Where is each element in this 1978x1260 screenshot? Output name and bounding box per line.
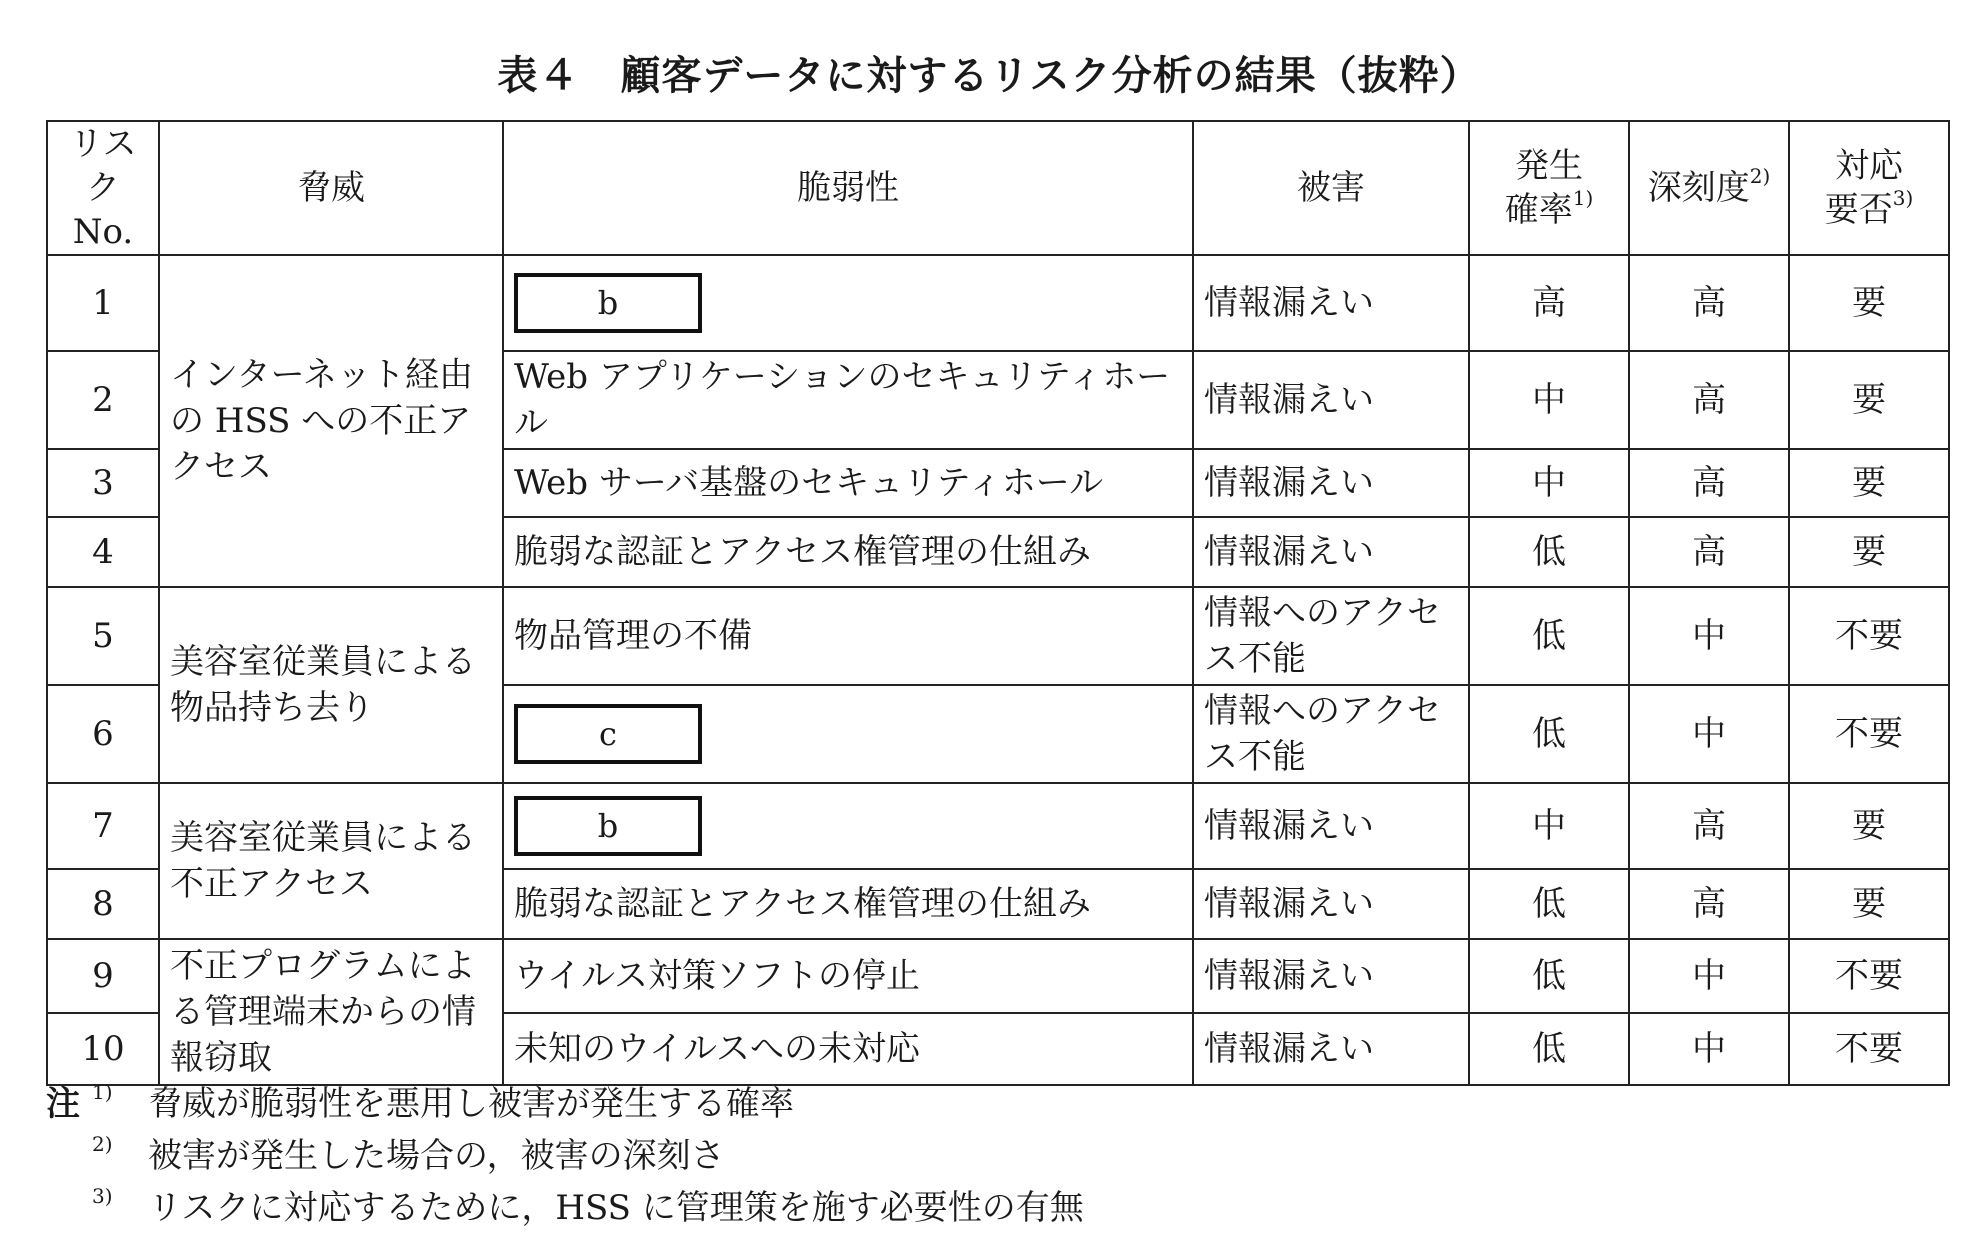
table-row xyxy=(47,587,1949,685)
answer-blank-box: b xyxy=(514,796,702,856)
response-cell: 要 xyxy=(1789,869,1949,939)
vulnerability-cell: 脆弱な認証とアクセス権管理の仕組み xyxy=(503,869,1193,939)
header-response: 対応 要否$^{3)}$ xyxy=(1789,121,1949,255)
vulnerability-cell: Web アプリケーションのセキュリティホール xyxy=(503,351,1193,449)
threat-cell: 不正プログラムによる管理端末からの情報窃取 xyxy=(159,939,503,1085)
note-text: 被害が発生した場合の，被害の深刻さ xyxy=(148,1136,725,1176)
severity-cell: 中 xyxy=(1629,685,1789,783)
risk-no-cell: 5 xyxy=(47,587,159,685)
threat-cell: インターネット経由の HSS への不正アクセス xyxy=(159,255,503,587)
notes-head: 注 xyxy=(46,1084,80,1124)
damage-cell: 情報漏えい xyxy=(1193,869,1469,939)
severity-cell: 高 xyxy=(1629,449,1789,517)
probability-cell: 低 xyxy=(1469,939,1629,1013)
vulnerability-cell: ウイルス対策ソフトの停止 xyxy=(503,939,1193,1013)
answer-blank-box: b xyxy=(514,273,702,333)
header-row xyxy=(47,121,1949,255)
probability-cell: 低 xyxy=(1469,1013,1629,1085)
vulnerability-cell: 未知のウイルスへの未対応 xyxy=(503,1013,1193,1085)
response-cell: 要 xyxy=(1789,517,1949,587)
severity-cell: 高 xyxy=(1629,869,1789,939)
vulnerability-cell: 物品管理の不備 xyxy=(503,587,1193,685)
header-damage: 被害 xyxy=(1193,121,1469,255)
damage-cell: 情報へのアクセス不能 xyxy=(1193,587,1469,685)
note-number: 1) xyxy=(92,1080,113,1104)
risk-no-cell: 9 xyxy=(47,939,159,1013)
damage-cell: 情報へのアクセス不能 xyxy=(1193,685,1469,783)
damage-cell: 情報漏えい xyxy=(1193,351,1469,449)
risk-no-cell: 8 xyxy=(47,869,159,939)
response-cell: 不要 xyxy=(1789,939,1949,1013)
severity-cell: 高 xyxy=(1629,351,1789,449)
answer-blank-box: c xyxy=(514,704,702,764)
risk-no-cell: 6 xyxy=(47,685,159,783)
header-threat: 脅威 xyxy=(159,121,503,255)
probability-cell: 低 xyxy=(1469,869,1629,939)
probability-cell: 中 xyxy=(1469,449,1629,517)
severity-cell: 高 xyxy=(1629,255,1789,351)
severity-cell: 高 xyxy=(1629,517,1789,587)
table-row xyxy=(47,939,1949,1013)
probability-cell: 中 xyxy=(1469,783,1629,869)
damage-cell: 情報漏えい xyxy=(1193,255,1469,351)
damage-cell: 情報漏えい xyxy=(1193,517,1469,587)
threat-cell: 美容室従業員による物品持ち去り xyxy=(159,587,503,783)
severity-cell: 中 xyxy=(1629,587,1789,685)
response-cell: 要 xyxy=(1789,783,1949,869)
damage-cell: 情報漏えい xyxy=(1193,939,1469,1013)
note-number: 3) xyxy=(92,1184,113,1208)
vulnerability-cell xyxy=(503,255,1193,351)
vulnerability-cell xyxy=(503,783,1193,869)
response-cell: 不要 xyxy=(1789,685,1949,783)
risk-no-cell: 7 xyxy=(47,783,159,869)
threat-cell: 美容室従業員による不正アクセス xyxy=(159,783,503,939)
probability-cell: 高 xyxy=(1469,255,1629,351)
header-severity: 深刻度$^{2)}$ xyxy=(1629,121,1789,255)
vulnerability-cell xyxy=(503,685,1193,783)
vulnerability-cell: Web サーバ基盤のセキュリティホール xyxy=(503,449,1193,517)
response-cell: 要 xyxy=(1789,351,1949,449)
vulnerability-cell: 脆弱な認証とアクセス権管理の仕組み xyxy=(503,517,1193,587)
damage-cell: 情報漏えい xyxy=(1193,449,1469,517)
risk-no-cell: 10 xyxy=(47,1013,159,1085)
table-row xyxy=(47,783,1949,869)
table-row xyxy=(47,255,1949,351)
response-cell: 要 xyxy=(1789,449,1949,517)
risk-no-cell: 2 xyxy=(47,351,159,449)
header-vulnerability: 脆弱性 xyxy=(503,121,1193,255)
note-number: 2) xyxy=(92,1132,113,1156)
header-probability: 発生 確率$^{1)}$ xyxy=(1469,121,1629,255)
probability-cell: 低 xyxy=(1469,517,1629,587)
probability-cell: 低 xyxy=(1469,685,1629,783)
response-cell: 不要 xyxy=(1789,587,1949,685)
damage-cell: 情報漏えい xyxy=(1193,1013,1469,1085)
severity-cell: 高 xyxy=(1629,783,1789,869)
response-cell: 不要 xyxy=(1789,1013,1949,1085)
damage-cell: 情報漏えい xyxy=(1193,783,1469,869)
probability-cell: 中 xyxy=(1469,351,1629,449)
probability-cell: 低 xyxy=(1469,587,1629,685)
note-text: 脅威が脆弱性を悪用し被害が発生する確率 xyxy=(148,1084,794,1124)
response-cell: 要 xyxy=(1789,255,1949,351)
table-title: 表４ 顧客データに対するリスク分析の結果（抜粋） xyxy=(497,53,1481,99)
risk-no-cell: 4 xyxy=(47,517,159,587)
severity-cell: 中 xyxy=(1629,939,1789,1013)
risk-no-cell: 1 xyxy=(47,255,159,351)
risk-no-cell: 3 xyxy=(47,449,159,517)
risk-analysis-table xyxy=(46,120,1950,1086)
header-risk-no: リスク No. xyxy=(47,121,159,255)
severity-cell: 中 xyxy=(1629,1013,1789,1085)
note-text: リスクに対応するために，HSS に管理策を施す必要性の有無 xyxy=(148,1188,1084,1228)
